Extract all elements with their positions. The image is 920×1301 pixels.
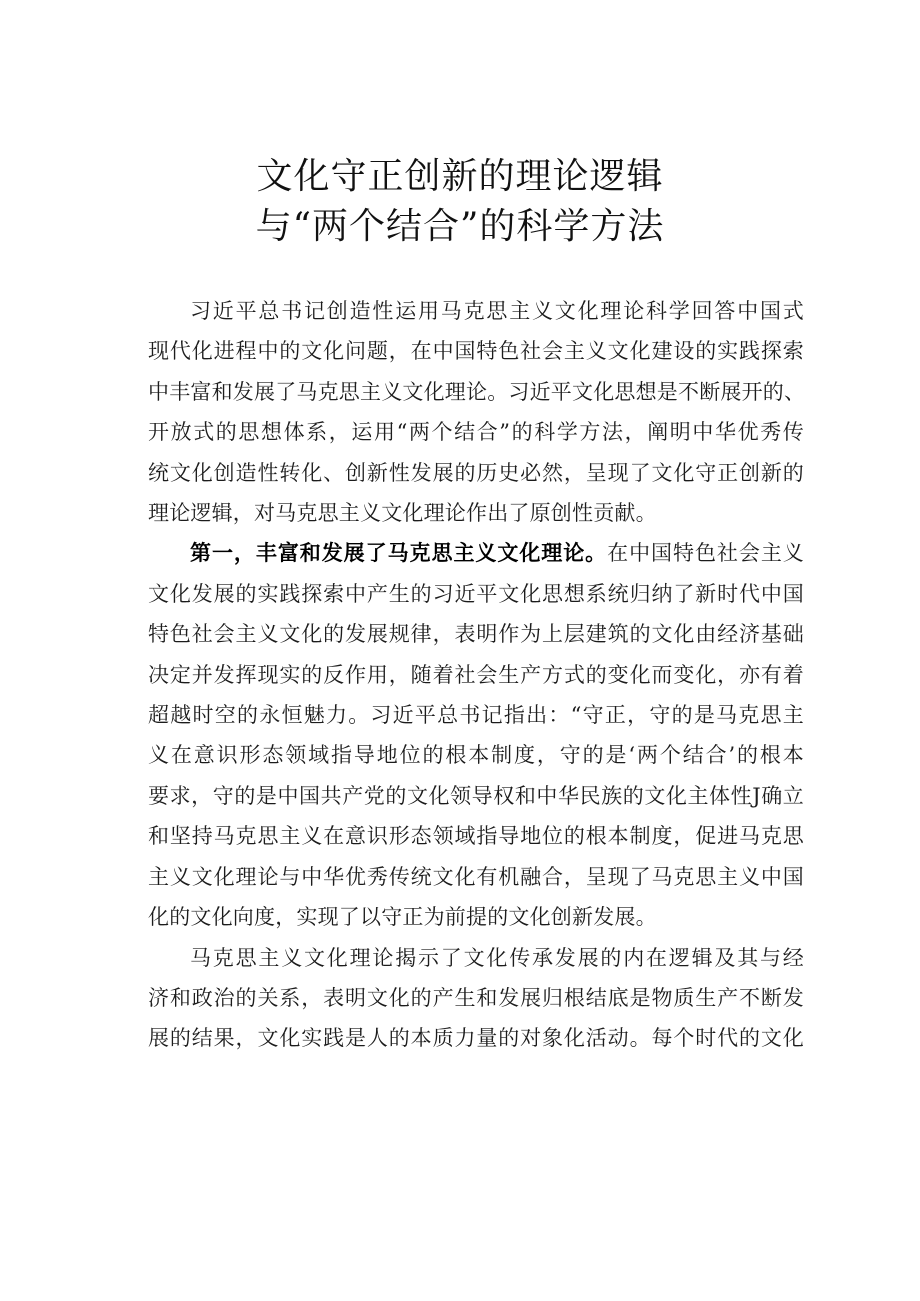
text-line <box>148 533 804 573</box>
title-line-2: 与“两个结合”的科学方法 <box>255 206 665 247</box>
document-body <box>148 291 804 1059</box>
text-line: 主义文化理论与中华优秀传统文化有机融合，呈现了马克思主义中国 <box>148 864 804 889</box>
paragraph-intro <box>148 291 804 533</box>
text-line: 化的文化向度，实现了以守正为前提的文化创新发展。 <box>148 905 657 930</box>
text-line: 济和政治的关系，表明文化的产生和发展归根结底是物质生产不断发 <box>148 985 804 1010</box>
text-line: 理论逻辑，对马克思主义文化理论作出了原创性贡献。 <box>148 501 657 526</box>
paragraph-first-point <box>148 533 804 937</box>
text-line: 马克思主义文化理论揭示了文化传承发展的内在逻辑及其与经 <box>190 945 804 970</box>
paragraph-third <box>148 938 804 1059</box>
text-line: 特色社会主义文化的发展规律，表明作为上层建筑的文化由经济基础 <box>148 622 804 647</box>
text-line: 文化发展的实践探索中产生的习近平文化思想系统归纳了新时代中国 <box>148 581 804 606</box>
text-line: 开放式的思想体系，运用“两个结合”的科学方法，阐明中华优秀传 <box>148 420 804 445</box>
document-title <box>0 152 920 252</box>
text-line-rest: 在中国特色社会主义 <box>607 541 804 566</box>
text-line: 和坚持马克思主义在意识形态领域指导地位的根本制度，促进马克思 <box>148 824 804 849</box>
text-line: 习近平总书记创造性运用马克思主义文化理论科学回答中国式 <box>190 299 804 323</box>
text-line: 展的结果，文化实践是人的本质力量的对象化活动。每个时代的文化 <box>148 1026 804 1051</box>
text-line: 决定并发挥现实的反作用，随着社会生产方式的变化而变化，亦有着 <box>148 662 804 687</box>
title-line-1: 文化守正创新的理论逻辑 <box>256 156 664 197</box>
section-lead-heading: 第一，丰富和发展了马克思主义文化理论。 <box>190 540 608 566</box>
text-line: 要求，守的是中国共产党的文化领导权和中华民族的文化主体性J确立 <box>148 783 804 808</box>
text-line: 现代化进程中的文化问题，在中国特色社会主义文化建设的实践探索 <box>148 339 804 364</box>
text-line: 义在意识形态领域指导地位的根本制度，守的是‘两个结合’的根本 <box>148 743 804 768</box>
text-line: 中丰富和发展了马克思主义文化理论。习近平文化思想是不断展开的、 <box>148 379 806 404</box>
text-line: 统文化创造性转化、创新性发展的历史必然，呈现了文化守正创新的 <box>148 460 804 485</box>
text-line: 超越时空的永恒魅力。习近平总书记指出：“守正，守的是马克思主 <box>148 703 804 728</box>
